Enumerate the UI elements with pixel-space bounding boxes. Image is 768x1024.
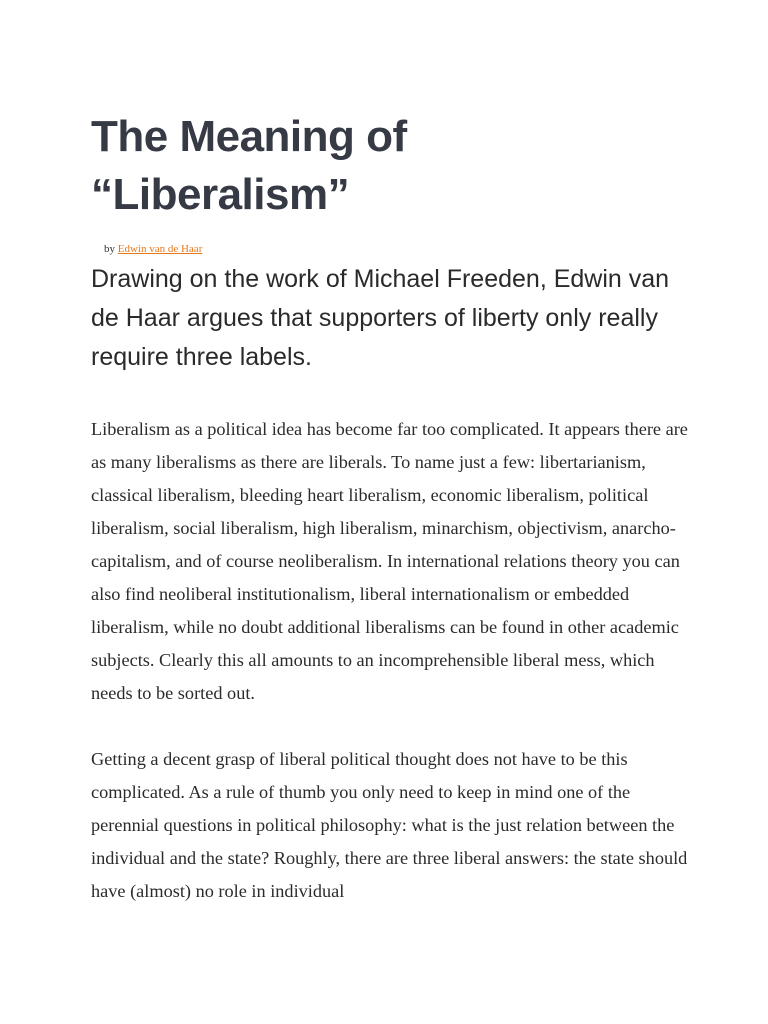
article-title-line1: The Meaning of <box>91 112 407 161</box>
article-title-line2: “Liberalism” <box>91 170 350 219</box>
byline-prefix: by <box>104 243 115 255</box>
body-paragraph-1: Liberalism as a political idea has become far too complicated. It appears there are as many liberalisms as there are liberals. To name just a few: libertarianism, classical liberalism, bleeding heart liberalism, economic liberalism, political liberalism, social liberalism, high liberalism, minarchism, objectivism, anarcho-capitalism, and of course neoliberalism. In international relations theory you can also find neoliberal institutionalism, liberal internationalism or embedded liberalism, while no doubt additional liberalisms can be found in other academic subjects. Clearly this all amounts to an incomprehensible liberal mess, which needs to be sorted out. <box>91 419 688 703</box>
body-paragraph-2: Getting a decent grasp of liberal political thought does not have to be this complicated. As a rule of thumb you only need to keep in mind one of the perennial questions in political philosophy: what is the just relation between the individual and the state? Roughly, there are three liberal answers: the state should have (almost) no role in individual <box>91 749 688 901</box>
article-title <box>91 108 691 224</box>
article <box>91 108 691 908</box>
author-link[interactable]: Edwin van de Haar <box>117 243 203 255</box>
byline <box>104 242 691 256</box>
article-dek: Drawing on the work of Michael Freeden, Edwin van de Haar argues that supporters of liberty only really require three labels. <box>91 265 670 371</box>
